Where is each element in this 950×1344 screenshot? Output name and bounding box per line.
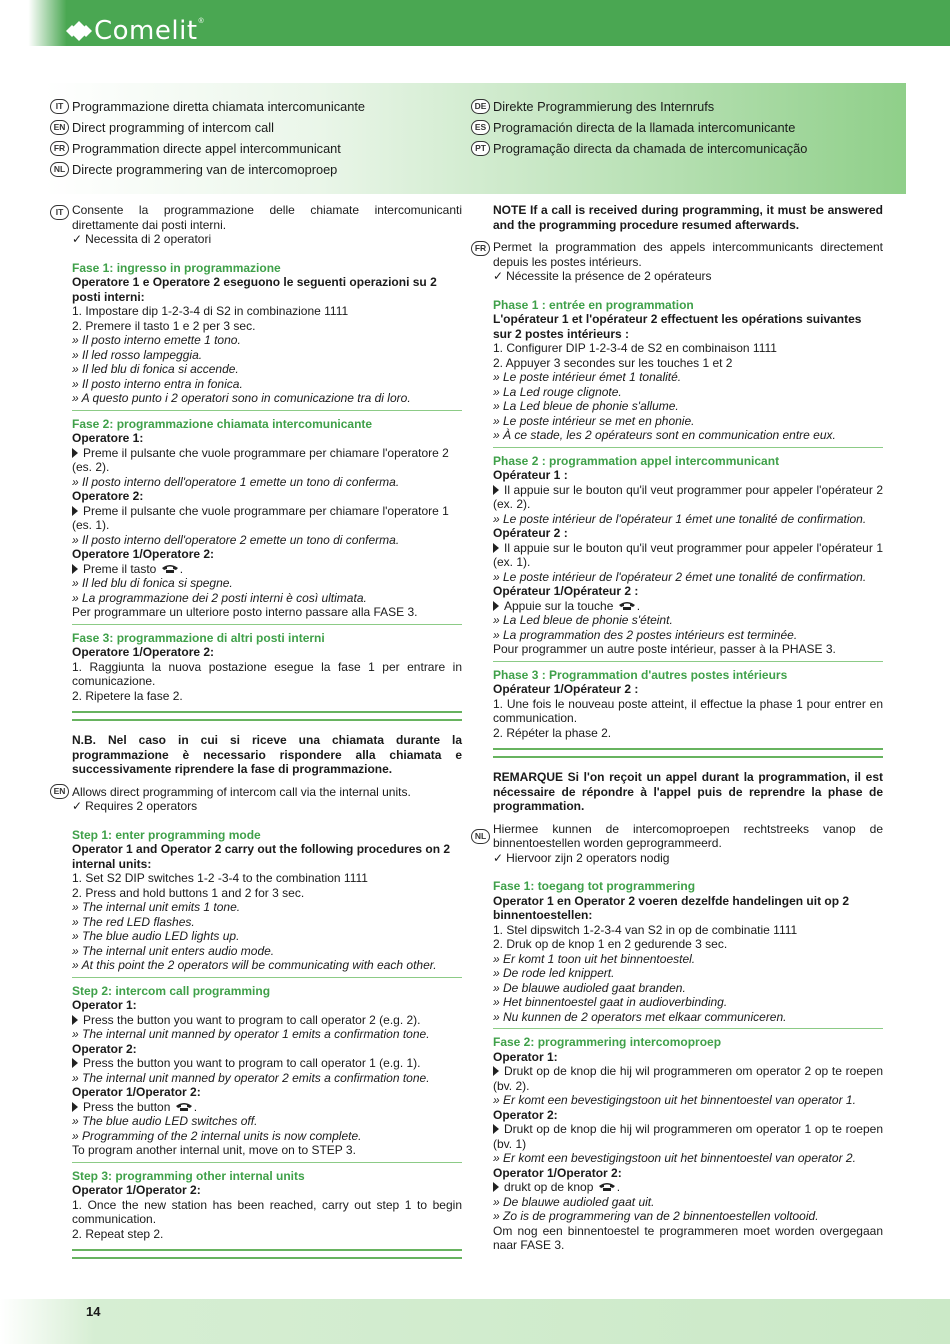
fr-phase1-subtitle: L'opérateur 1 et l'opérateur 2 effectuent les opérations suivantes sur 2 postes intérieurs : [493, 312, 862, 341]
it-phase1-step1: 1. Impostare dip 1-2-3-4 di S2 in combinazione 1111 [72, 304, 349, 318]
fr-phase1-result4: » Le poste intérieur se met en phonie. [493, 413, 695, 428]
fr-phase2-op12-text: Appuie sur la touche . [493, 599, 883, 614]
fr-phase2-op1-action: Il appuie sur le bouton qu'il veut programmer pour appeler l'opérateur 2 (ex. 2). [493, 482, 883, 511]
nl-requirement [493, 851, 883, 866]
triangle-bullet-icon [493, 601, 499, 611]
it-phase1-result2: » Il led rosso lampeggia. [72, 347, 203, 362]
title-de: Direkte Programmierung des Internrufs [493, 99, 715, 114]
title-pt: Programação directa da chamada de intercomunicação [493, 141, 808, 156]
en-step1-result4: » The internal unit enters audio mode. [72, 943, 275, 958]
nl-phase1-l1: 1. Stel dipswitch 1-2-3-4 van S2 in op de combinatie 1111 [493, 922, 798, 937]
lang-badge-pt: PT [471, 141, 490, 156]
handset-key-icon [598, 1182, 616, 1192]
en-step1-l2: 2. Press and hold buttons 1 and 2 for 3 sec. [72, 885, 305, 900]
triangle-bullet-icon [72, 506, 78, 516]
fr-phase2-op2: Opérateur 2 : [493, 526, 568, 540]
fr-phase2-op1-result: » Le poste intérieur de l'opérateur 1 émet une tonalité de confirmation. [493, 511, 867, 526]
handset-key-icon [618, 601, 636, 611]
en-step2-op12: Operator 1/Operator 2: [72, 1085, 201, 1099]
fr-requirement-text: Nécessite la présence de 2 opérateurs [506, 269, 712, 283]
fr-phase1-l2: 2. Appuyer 3 secondes sur les touches 1 et 2 [493, 355, 733, 370]
fr-phase3-title: Phase 3 : Programmation d'autres postes intérieurs [493, 667, 788, 682]
en-step2-op2-action: Press the button you want to program to call operator 1 (e.g. 1). [83, 1056, 421, 1070]
fr-phase2-title: Phase 2 : programmation appel intercommunicant [493, 453, 780, 468]
nl-phase2-op2-action: Drukt op de knop die hij wil programmeren om operator 1 op te roepen (bv. 1) [493, 1122, 883, 1151]
fr-phase1-result2: » La Led rouge clignote. [493, 384, 622, 399]
fr-phase2-op12: Opérateur 1/Opérateur 2 : [493, 584, 639, 598]
it-phase3-step1: 1. Raggiunta la nuova postazione esegue la fase 1 per entrare in comunicazione. [72, 659, 462, 688]
lang-badge-en: EN [50, 120, 69, 135]
check-icon: ✓ [493, 850, 504, 865]
it-phase1-result1: » Il posto interno emette 1 tono. [72, 333, 241, 347]
fr-phase1-result3: » La Led bleue de phonie s'allume. [493, 399, 679, 413]
it-phase2-op2-action: Preme il pulsante che vuole programmare per chiamare l'operatore 1 (es. 1). [72, 503, 449, 532]
divider [493, 1028, 883, 1029]
nl-phase2-op2-text [493, 1122, 883, 1151]
it-note: N.B. Nel caso in cui si riceve una chiamata durante la programmazione è necessario rispondere alla chiamata e successivamente riprendere la fase di programmazione. [72, 733, 462, 776]
fr-phase3-l2: 2. Répéter la phase 2. [493, 725, 612, 740]
nl-phase1-title: Fase 1: toegang tot programmering [493, 879, 696, 893]
en-step1-title: Step 1: enter programming mode [72, 827, 261, 842]
fr-phase3-op: Opérateur 1/Opérateur 2 : [493, 682, 639, 696]
lang-badge-en-section: EN [50, 784, 69, 799]
en-step2-op1-result: » The internal unit manned by operator 1 emits a confirmation tone. [72, 1027, 430, 1041]
it-phase2-op1-result: » Il posto interno dell'operatore 1 emette un tono di conferma. [72, 474, 400, 489]
fr-phase1-l1: 1. Configurer DIP 1-2-3-4 de S2 en combinaison 1111 [493, 341, 777, 355]
it-phase3-step2: 2. Ripetere la fase 2. [72, 688, 183, 703]
nl-phase2-title: Fase 2: programmering intercomoproep [493, 1035, 722, 1049]
registered-mark: ® [198, 18, 204, 25]
en-step2-op2: Operator 2: [72, 1041, 137, 1056]
nl-phase1-subtitle: Operator 1 en Operator 2 voeren dezelfde handelingen uit op 2 binnentoestellen: [493, 893, 850, 922]
it-phase2-op12-text: Preme il tasto . [72, 562, 462, 577]
divider [72, 410, 462, 411]
fr-phase2-more: Pour programmer un autre poste intérieur, passer à la PHASE 3. [493, 642, 836, 656]
it-phase2-op1-text [72, 446, 462, 475]
it-phase2-op2-result: » Il posto interno dell'operatore 2 emette un tono di conferma. [72, 532, 400, 547]
en-step3-l2: 2. Repeat step 2. [72, 1226, 164, 1241]
triangle-bullet-icon [493, 485, 499, 495]
divider [493, 447, 883, 448]
divider [72, 1162, 462, 1163]
en-step1-result1: » The internal unit emits 1 tone. [72, 900, 241, 914]
nl-phase2-more: Om nog een binnentoestel te programmeren moet worden overgegaan naar FASE 3. [493, 1223, 883, 1252]
fr-phase2-op12-action: Appuie sur la touche [504, 598, 614, 613]
nl-phase1-result1: » Er komt 1 toon uit het binnentoestel. [493, 951, 696, 966]
fr-phase2-result1: » La Led bleue de phonie s'éteint. [493, 613, 673, 627]
triangle-bullet-icon [72, 564, 78, 574]
nl-phase2-result1: » De blauwe audioled gaat uit. [493, 1194, 655, 1209]
title-nl: Directe programmering van de intercomoproep [72, 162, 338, 177]
nl-phase1-result5: » Nu kunnen de 2 operators met elkaar communiceren. [493, 1009, 787, 1024]
fr-phase2-op1: Opérateur 1 : [493, 468, 568, 482]
en-step1-result3: » The blue audio LED lights up. [72, 929, 240, 943]
fr-phase2-result2: » La programmation des 2 postes intérieurs est terminée. [493, 627, 798, 642]
en-step2-more: To program another internal unit, move on to STEP 3. [72, 1143, 356, 1157]
fr-note: REMARQUE Si l'on reçoit un appel durant la programmation, il est nécessaire de répondre à l'appel puis de reprendre la phase de programmation. [493, 770, 883, 813]
nl-phase2-op12: Operator 1/Operator 2: [493, 1165, 622, 1180]
en-note: NOTE If a call is received during programming, it must be answered and the programming procedure resumed afterwards. [493, 203, 883, 232]
fr-phase1-result1: » Le poste intérieur émet 1 tonalité. [493, 370, 682, 384]
en-step2-op2-result: » The internal unit manned by operator 2 emits a confirmation tone. [72, 1070, 430, 1085]
nl-phase2-op12-action: drukt op de knop [504, 1180, 594, 1194]
nl-phase1-result4: » Het binnentoestel gaat in audioverbinding. [493, 995, 728, 1009]
en-step2-result2: » Programming of the 2 internal units is now complete. [72, 1128, 362, 1143]
it-phase1-result5: » A questo punto i 2 operatori sono in comunicazione tra di loro. [72, 391, 411, 405]
check-icon: ✓ [72, 232, 83, 246]
en-requirement-text: Requires 2 operators [85, 799, 198, 813]
double-divider [72, 1249, 462, 1259]
it-phase2-op1: Operatore 1: [72, 431, 144, 445]
it-phase2-op1-action: Preme il pulsante che vuole programmare per chiamare l'operatore 2 (es. 2). [72, 445, 449, 474]
title-fr: Programmation directe appel intercommunicant [72, 141, 341, 156]
title-es: Programación directa de la llamada intercomunicante [493, 120, 796, 135]
title-it: Programmazione diretta chiamata intercomunicante [72, 99, 366, 114]
footer-band [0, 1299, 950, 1344]
page-number: 14 [86, 1304, 101, 1319]
triangle-bullet-icon [493, 1124, 499, 1134]
fr-phase2-op2-action: Il appuie sur le bouton qu'il veut programmer pour appeler l'opérateur 1 (ex. 1). [493, 540, 883, 569]
it-requirement-text: Necessita di 2 operatori [85, 232, 212, 246]
en-step2-result1: » The blue audio LED switches off. [72, 1114, 258, 1128]
triangle-bullet-icon [72, 1058, 78, 1068]
en-step2-title: Step 2: intercom call programming [72, 983, 271, 998]
en-intro: Allows direct programming of intercom call via the internal units. [72, 784, 411, 799]
lang-badge-nl-section: NL [471, 829, 490, 844]
nl-phase2-op12-text: drukt op de knop . [493, 1180, 883, 1195]
it-phase1-step2: 2. Premere il tasto 1 e 2 per 3 sec. [72, 318, 256, 333]
it-intro: Consente la programmazione delle chiamate intercomunicanti direttamente dai posti interni. [72, 203, 462, 232]
title-en: Direct programming of intercom call [72, 120, 274, 135]
it-phase2-result2: » La programmazione dei 2 posti interni è così ultimata. [72, 590, 367, 605]
fr-phase2-op1-text [493, 483, 883, 512]
it-requirement [72, 232, 462, 247]
it-phase1-title: Fase 1: ingresso in programmazione [72, 260, 281, 275]
en-step2-op12-action: Press the button [83, 1099, 171, 1114]
lang-badge-it-section: IT [50, 205, 69, 220]
it-phase2-op2: Operatore 2: [72, 489, 144, 503]
handset-key-icon [161, 564, 179, 574]
it-phase2-op12: Operatore 1/Operatore 2: [72, 547, 215, 561]
handset-key-icon [175, 1102, 193, 1112]
nl-phase1-result2: » De rode led knippert. [493, 966, 615, 980]
right-column [493, 203, 883, 1253]
nl-phase1-result3: » De blauwe audioled gaat branden. [493, 980, 686, 995]
it-phase1-result4: » Il posto interno entra in fonica. [72, 376, 243, 391]
it-phase1-subtitle: Operatore 1 e Operatore 2 eseguono le seguenti operazioni su 2 posti interni: [72, 275, 437, 304]
double-divider [493, 748, 883, 758]
lang-badge-fr-section: FR [471, 241, 490, 256]
triangle-bullet-icon [493, 543, 499, 553]
fr-phase2-op2-result: » Le poste intérieur de l'opérateur 2 émet une tonalité de confirmation. [493, 569, 867, 584]
divider [72, 977, 462, 978]
left-column [72, 203, 462, 1271]
nl-phase2-result2: » Zo is de programmering van de 2 binnentoestellen voltooid. [493, 1209, 819, 1223]
en-step2-op1-text [72, 1013, 462, 1028]
en-step1-result5: » At this point the 2 operators will be communicating with each other. [72, 958, 437, 972]
check-icon: ✓ [72, 799, 83, 813]
triangle-bullet-icon [72, 448, 78, 458]
fr-requirement [493, 269, 883, 284]
triangle-bullet-icon [72, 1015, 78, 1025]
it-phase2-result1: » Il led blu di fonica si spegne. [72, 576, 233, 590]
nl-phase2-op2: Operator 2: [493, 1107, 558, 1122]
lang-badge-nl: NL [50, 162, 69, 177]
en-step1-subtitle: Operator 1 and Operator 2 carry out the following procedures on 2 internal units: [72, 842, 451, 871]
comelit-logo [66, 18, 204, 44]
triangle-bullet-icon [493, 1066, 499, 1076]
check-icon: ✓ [493, 269, 504, 283]
divider [72, 624, 462, 625]
en-requirement [72, 799, 462, 814]
triangle-bullet-icon [493, 1182, 499, 1192]
fr-intro: Permet la programmation des appels intercommunicants directement depuis les postes intérieurs. [493, 240, 883, 269]
fr-phase2-op2-text [493, 541, 883, 570]
it-phase3-op: Operatore 1/Operatore 2: [72, 645, 215, 659]
nl-intro: Hiermee kunnen de intercomoproepen rechtstreeks vanop de binnentoestellen worden geprogrammeerd. [493, 821, 883, 850]
lang-badge-it: IT [50, 99, 69, 114]
en-step2-op2-text [72, 1056, 462, 1071]
double-divider [72, 711, 462, 721]
en-step3-op: Operator 1/Operator 2: [72, 1183, 201, 1197]
en-step3-title: Step 3: programming other internal units [72, 1168, 305, 1183]
en-step1-result2: » The red LED flashes. [72, 914, 195, 929]
lang-badge-es: ES [471, 120, 490, 135]
nl-phase2-op1-result: » Er komt een bevestigingstoon uit het binnentoestel van operator 1. [493, 1093, 856, 1107]
triangle-bullet-icon [72, 1102, 78, 1112]
nl-phase1-l2: 2. Druk op de knop 1 en 2 gedurende 3 sec. [493, 937, 728, 951]
lang-badge-fr: FR [50, 141, 69, 156]
en-step1-l1: 1. Set S2 DIP switches 1-2 -3-4 to the combination 1111 [72, 871, 368, 885]
en-step2-op1-action: Press the button you want to program to call operator 2 (e.g. 2). [83, 1012, 421, 1027]
fr-phase1-title: Phase 1 : entrée en programmation [493, 297, 694, 312]
en-step3-l1: 1. Once the new station has been reached, carry out step 1 to begin communication. [72, 1197, 462, 1226]
it-phase1-result3: » Il led blu di fonica si accende. [72, 362, 239, 376]
brand-name: Comelit [94, 16, 198, 46]
nl-phase2-op2-result: » Er komt een bevestigingstoon uit het binnentoestel van operator 2. [493, 1151, 856, 1165]
en-step2-op1: Operator 1: [72, 998, 137, 1012]
it-phase2-op12-action: Preme il tasto [83, 561, 157, 576]
comelit-logo-mark-icon [66, 20, 92, 42]
divider [493, 661, 883, 662]
en-step2-op12-text: Press the button . [72, 1100, 462, 1115]
it-phase2-title: Fase 2: programmazione chiamata intercomunicante [72, 416, 373, 431]
nl-phase2-op1-action: Drukt op de knop die hij wil programmeren om operator 2 op te roepen (bv. 2). [493, 1064, 883, 1093]
it-phase3-title: Fase 3: programmazione di altri posti interni [72, 630, 325, 645]
fr-phase1-result5: » À ce stade, les 2 opérateurs sont en communication entre eux. [493, 428, 836, 442]
nl-phase2-op1-text [493, 1064, 883, 1093]
it-phase2-op2-text [72, 504, 462, 533]
nl-requirement-text: Hiervoor zijn 2 operators nodig [506, 850, 670, 865]
it-phase2-more: Per programmare un ulteriore posto interno passare alla FASE 3. [72, 605, 418, 619]
nl-phase2-op1: Operator 1: [493, 1049, 558, 1064]
fr-phase3-l1: 1. Une fois le nouveau poste atteint, il effectue la phase 1 pour entrer en communication. [493, 696, 883, 725]
lang-badge-de: DE [471, 99, 490, 114]
